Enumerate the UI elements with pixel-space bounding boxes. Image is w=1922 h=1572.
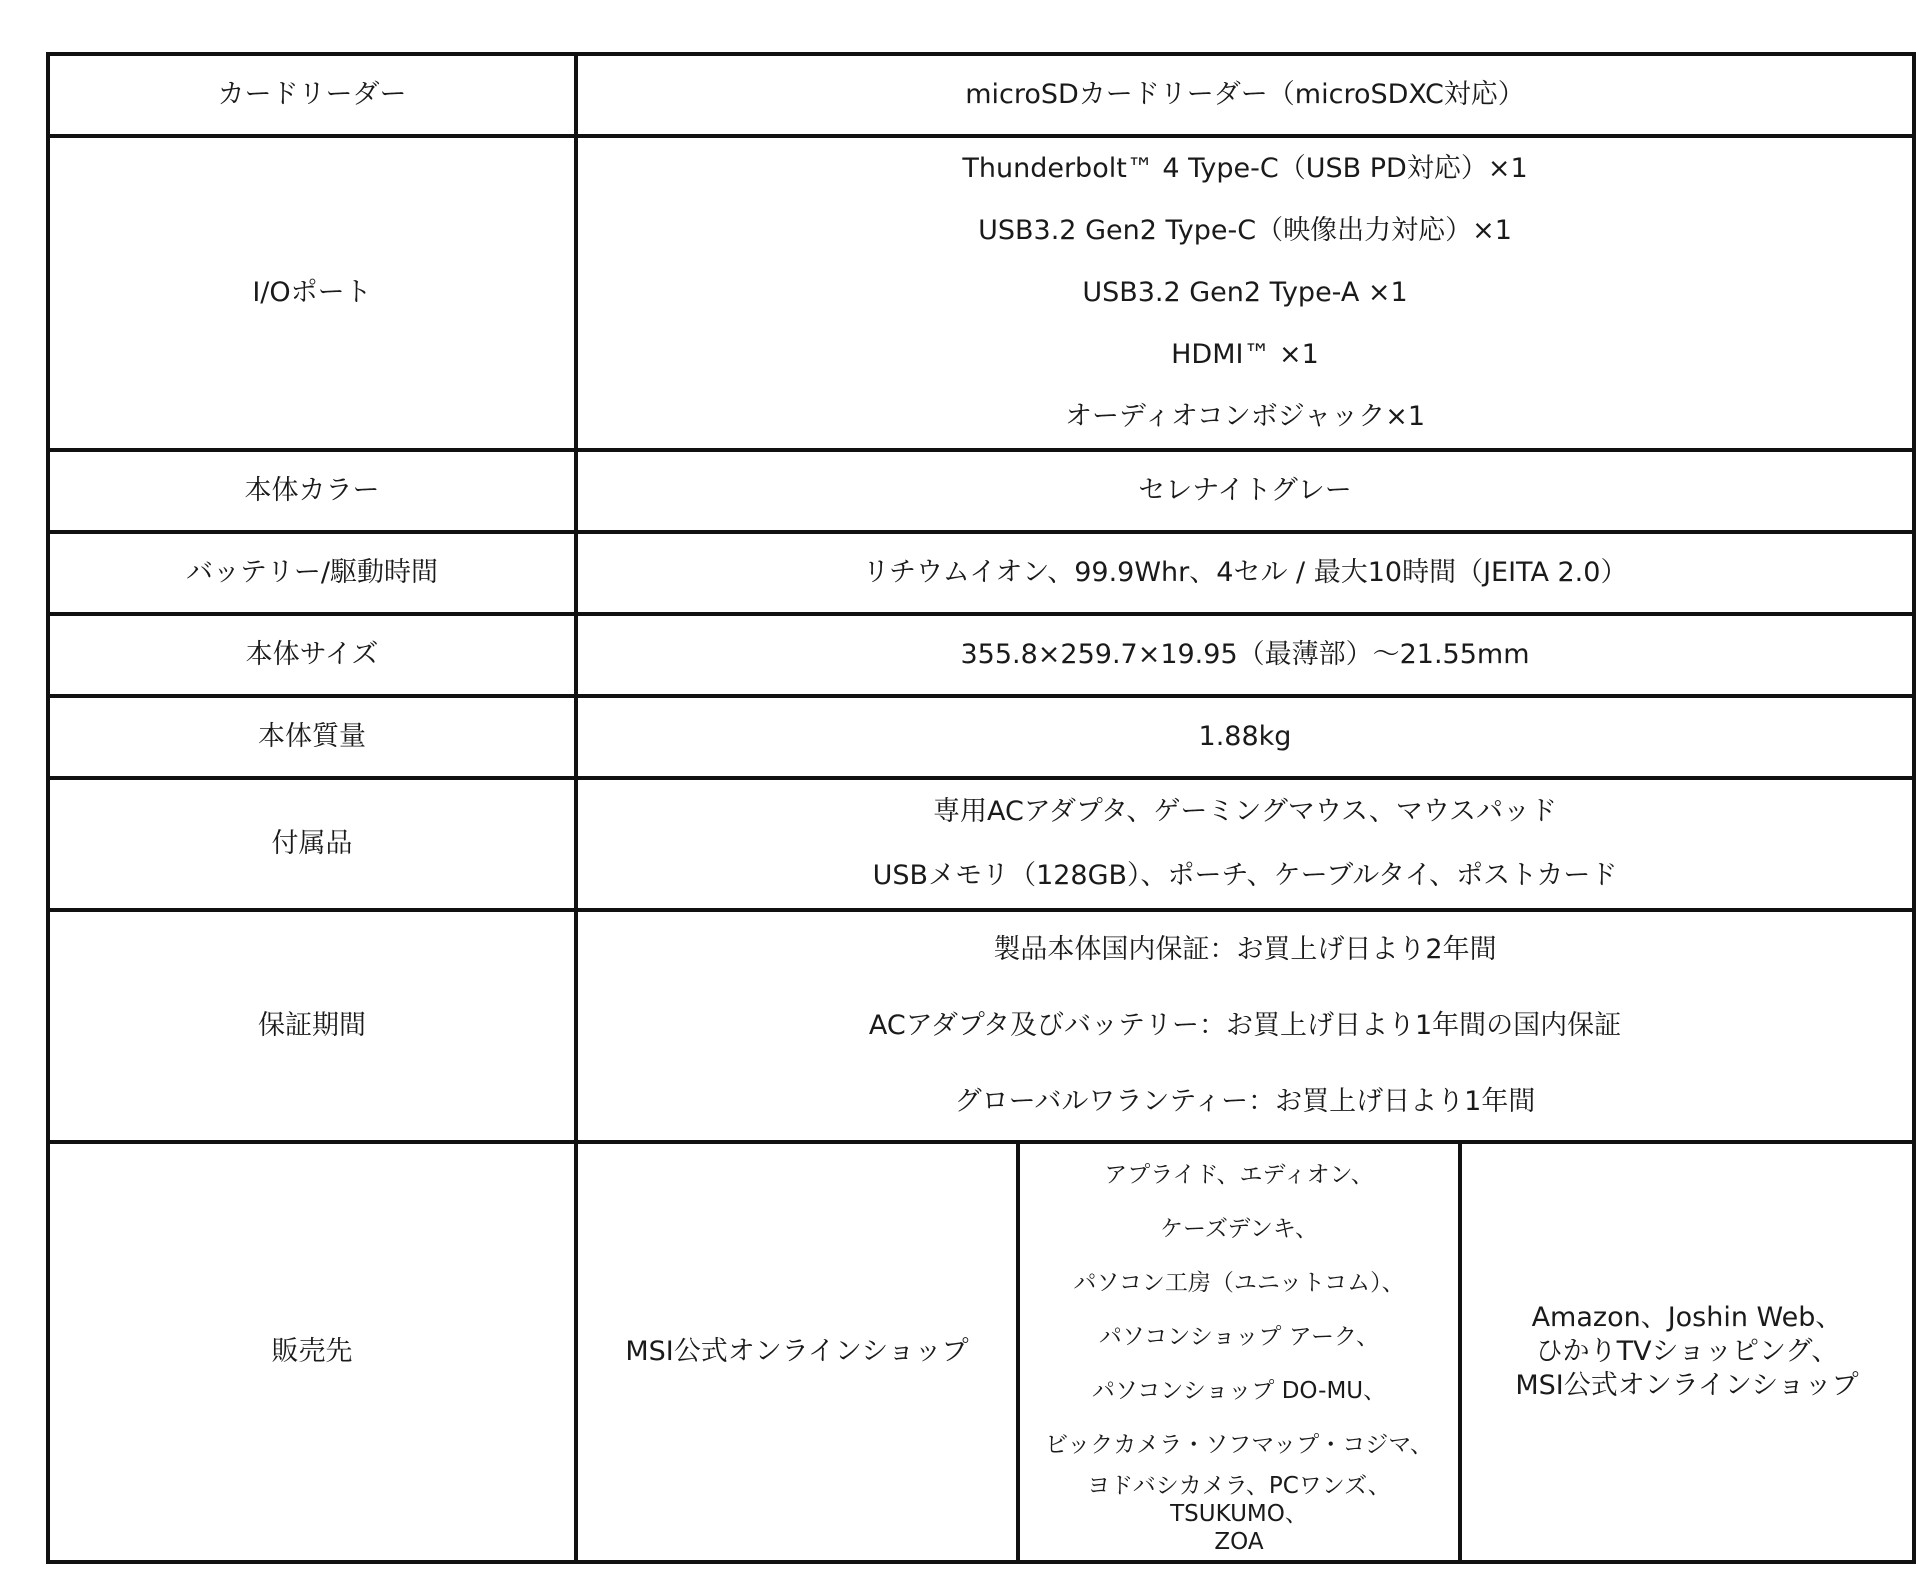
row-io-ports xyxy=(48,136,1914,450)
retailer-item: ZOA xyxy=(1214,1529,1264,1555)
online-seller-item: MSI公式オンラインショップ xyxy=(1515,1370,1859,1401)
value-accessories xyxy=(576,778,1914,910)
retailer-item: アプライド、エディオン、 xyxy=(1104,1162,1374,1188)
retailer-item: ヨドバシカメラ、PCワンズ、TSUKUMO、 xyxy=(1087,1473,1391,1527)
label-card-reader: カードリーダー xyxy=(48,54,576,136)
retailer-item: ビックカメラ・ソフマップ・コジマ、 xyxy=(1045,1432,1433,1458)
row-color xyxy=(48,450,1914,532)
seller-msi-shop: MSI公式オンラインショップ xyxy=(576,1142,1018,1562)
label-battery: バッテリー/駆動時間 xyxy=(48,532,576,614)
row-warranty xyxy=(48,910,1914,1142)
label-color: 本体カラー xyxy=(48,450,576,532)
value-weight: 1.88kg xyxy=(576,696,1914,778)
io-port-item: Thunderbolt™ 4 Type-C（USB PD対応）×1 xyxy=(962,153,1528,184)
value-warranty xyxy=(576,910,1914,1142)
retailer-item: パソコン工房（ユニットコム）、 xyxy=(1073,1270,1405,1296)
io-port-item: USB3.2 Gen2 Type-A ×1 xyxy=(1082,277,1408,308)
warranty-item: 製品本体国内保証：お買上げ日より2年間 xyxy=(993,934,1497,965)
accessory-item: 専用ACアダプタ、ゲーミングマウス、マウスパッド xyxy=(932,796,1558,827)
row-size xyxy=(48,614,1914,696)
io-port-item: オーディオコンボジャック×1 xyxy=(1064,401,1426,432)
online-seller-item: ひかりTVショッピング、 xyxy=(1535,1336,1839,1367)
row-battery xyxy=(48,532,1914,614)
label-size: 本体サイズ xyxy=(48,614,576,696)
spec-table xyxy=(46,52,1916,1564)
seller-online xyxy=(1460,1142,1914,1562)
row-weight xyxy=(48,696,1914,778)
io-port-item: HDMI™ ×1 xyxy=(1171,339,1319,370)
row-accessories xyxy=(48,778,1914,910)
seller-retailers xyxy=(1018,1142,1460,1562)
io-port-item: USB3.2 Gen2 Type-C（映像出力対応）×1 xyxy=(978,215,1512,246)
retailer-item: ケーズデンキ、 xyxy=(1159,1216,1318,1242)
label-io-ports: I/Oポート xyxy=(48,136,576,450)
value-color: セレナイトグレー xyxy=(576,450,1914,532)
retailer-item: パソコンショップ DO-MU、 xyxy=(1091,1378,1387,1404)
warranty-item: ACアダプタ及びバッテリー：お買上げ日より1年間の国内保証 xyxy=(868,1010,1622,1041)
value-card-reader: microSDカードリーダー（microSDXC対応） xyxy=(576,54,1914,136)
row-sellers xyxy=(48,1142,1914,1562)
accessory-item: USBメモリ（128GB）、ポーチ、ケーブルタイ、ポストカード xyxy=(872,860,1618,891)
label-warranty: 保証期間 xyxy=(48,910,576,1142)
value-battery: リチウムイオン、99.9Whr、4セル / 最大10時間（JEITA 2.0） xyxy=(576,532,1914,614)
label-weight: 本体質量 xyxy=(48,696,576,778)
value-size: 355.8×259.7×19.95（最薄部）～21.55mm xyxy=(576,614,1914,696)
row-card-reader xyxy=(48,54,1914,136)
online-seller-item: Amazon、Joshin Web、 xyxy=(1531,1302,1843,1333)
warranty-item: グローバルワランティー：お買上げ日より1年間 xyxy=(954,1086,1536,1117)
label-sellers: 販売先 xyxy=(48,1142,576,1562)
value-io-ports xyxy=(576,136,1914,450)
retailer-item: パソコンショップ アーク、 xyxy=(1098,1324,1380,1350)
label-accessories: 付属品 xyxy=(48,778,576,910)
